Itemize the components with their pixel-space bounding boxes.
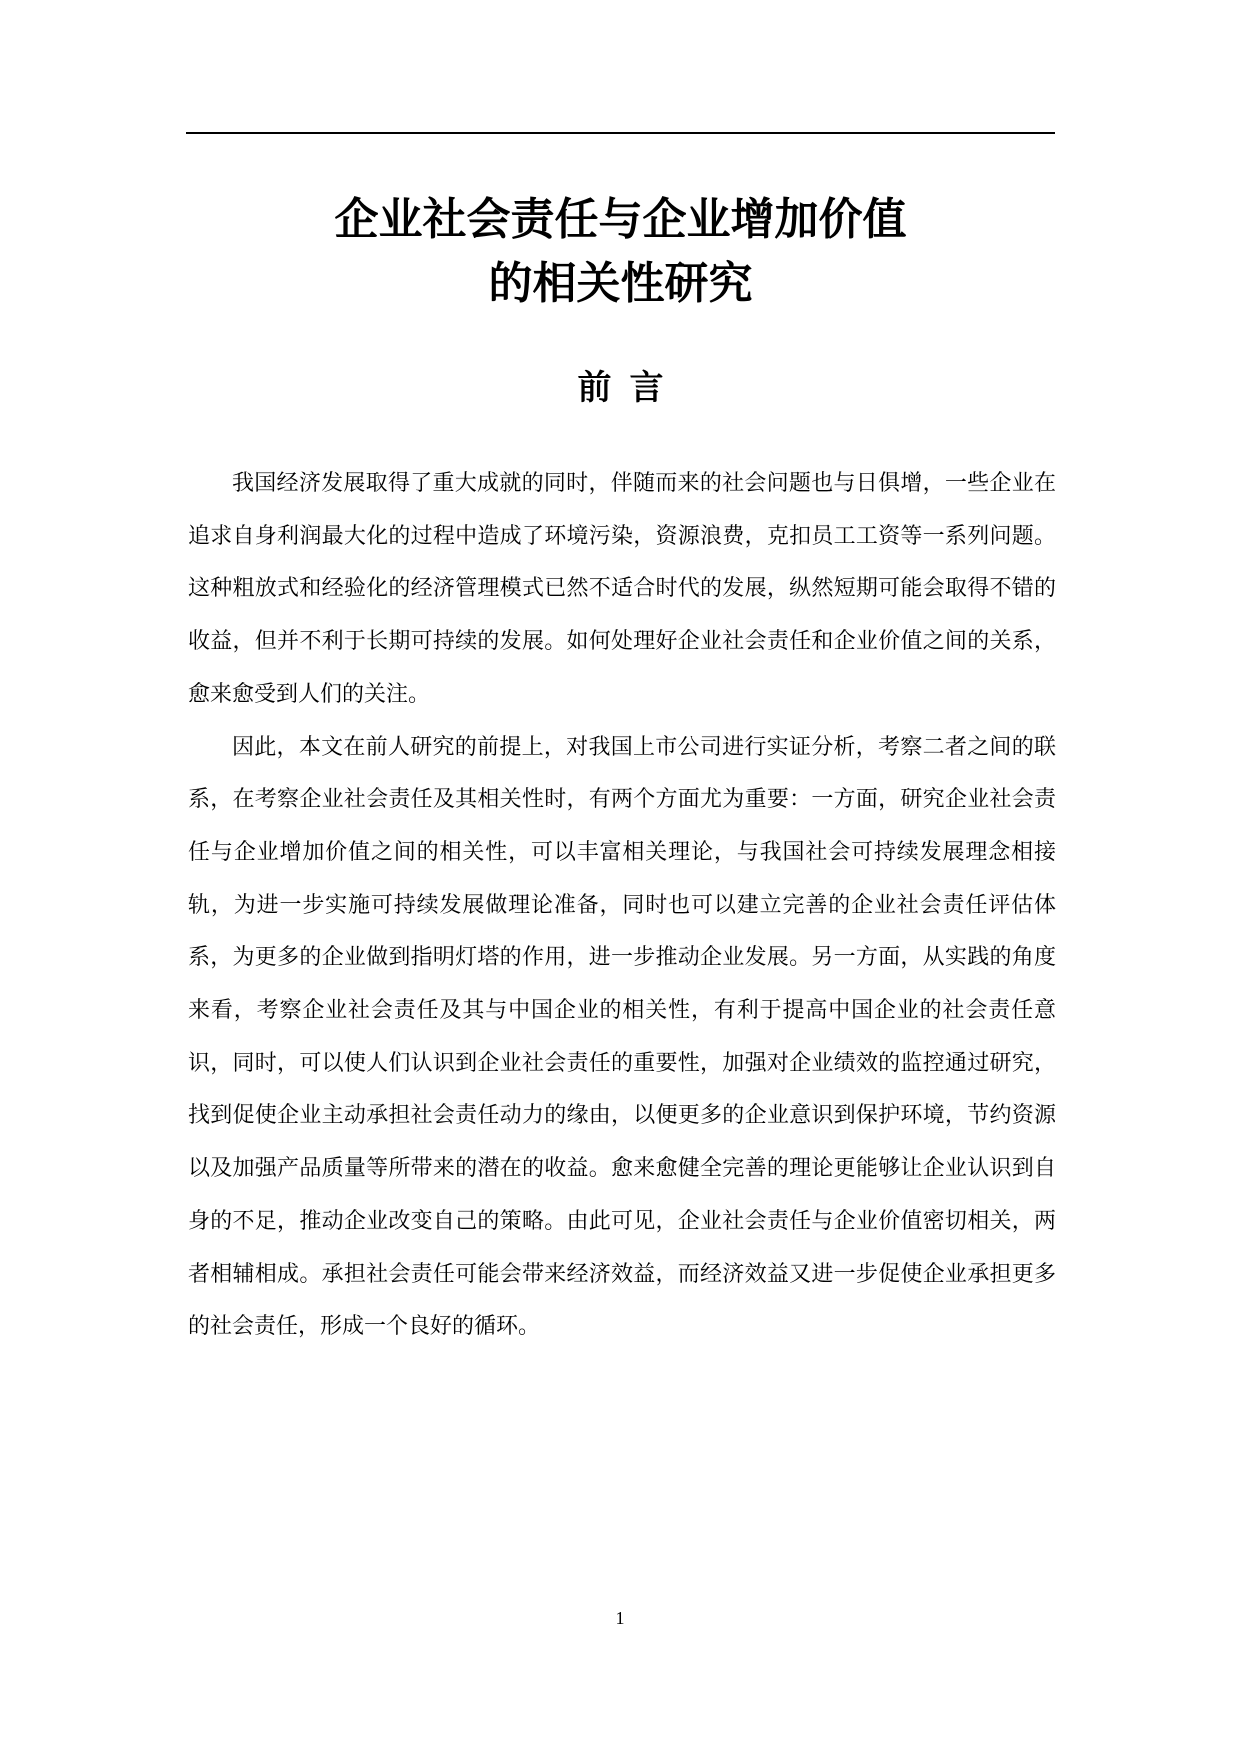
document-title-line-1: 企业社会责任与企业增加价值 [334,194,907,245]
header-rule [186,132,1055,134]
section-heading-preface: 前言 [577,368,682,408]
paragraph-2: 因此，本文在前人研究的前提上，对我国上市公司进行实证分析，考察二者之间的联系，在考察企业社会责任及其相关性时，有两个方面尤为重要：一方面，研究企业社会责任与企业增加价值之间的相关性，可以丰富相关理论，与我国社会可持续发展理念相接轨，为进一步实施可持续发展做理论准备，同时也可以建立完善的企业社会责任评估体系，为更多的企业做到指明灯塔的作用，进一步推动企业发展。另一方面，从实践的角度来看，考察企业社会责任及其与中国企业的相关性，有利于提高中国企业的社会责任意识，同时，可以使人们认识到企业社会责任的重要性，加强对企业绩效的监控通过研究，找到促使企业主动承担社会责任动力的缘由，以便更多的企业意识到保护环境，节约资源以及加强产品质量等所带来的潜在的收益。愈来愈健全完善的理论更能够让企业认识到自身的不足，推动企业改变自己的策略。由此可见，企业社会责任与企业价值密切相关，两者相辅相成。承担社会责任可能会带来经济效益，而经济效益又进一步促使企业承担更多的社会责任，形成一个良好的循环。 [188,734,1056,1340]
paragraph-1: 我国经济发展取得了重大成就的同时，伴随而来的社会问题也与日俱增，一些企业在追求自身利润最大化的过程中造成了环境污染，资源浪费，克扣员工工资等一系列问题。这种粗放式和经验化的经济管理模式已然不适合时代的发展，纵然短期可能会取得不错的收益，但并不利于长期可持续的发展。如何处理好企业社会责任和企业价值之间的关系，愈来愈受到人们的关注。 [188,471,1056,707]
body-text [188,458,1056,1354]
document-title-line-2: 的相关性研究 [488,258,753,309]
page-number: 1 [615,1608,625,1628]
document-title [186,188,1055,316]
